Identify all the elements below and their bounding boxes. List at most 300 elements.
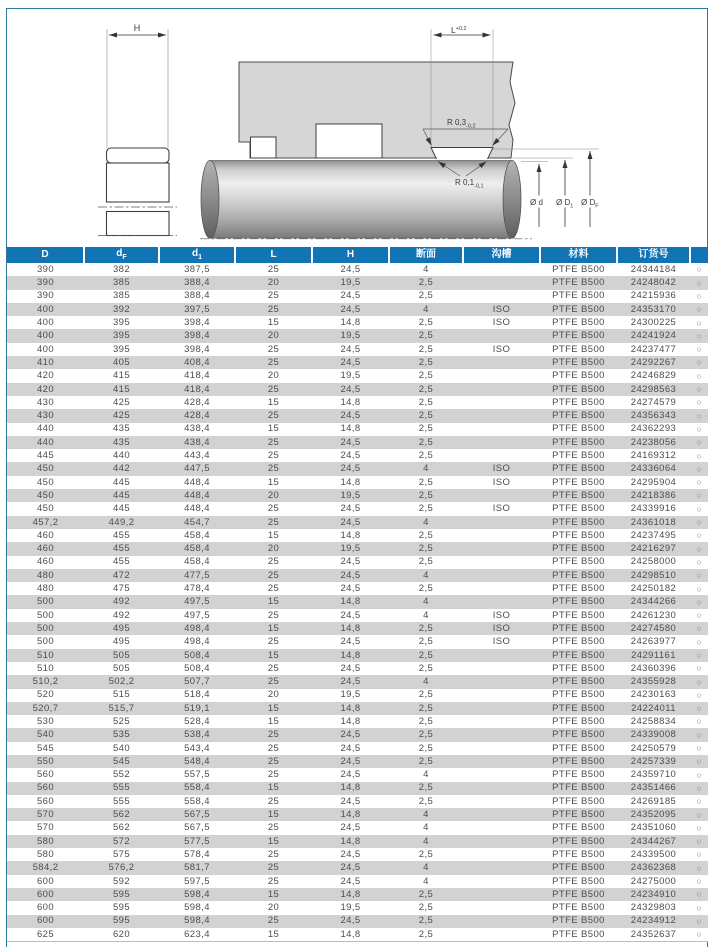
table-cell: PTFE B500: [552, 277, 605, 289]
table-cell: 472: [112, 569, 131, 581]
table-cell: 442: [112, 463, 131, 475]
table-row: [7, 848, 708, 861]
table-row: [7, 649, 708, 662]
table-cell: PTFE B500: [552, 303, 605, 315]
availability-indicator: ○: [696, 809, 702, 820]
table-cell: 24362368: [630, 862, 677, 874]
table-row: [7, 901, 708, 914]
table-cell: 597,5: [184, 875, 210, 887]
table-cell: [463, 835, 540, 848]
table-cell: 2,5: [418, 583, 434, 595]
table-cell: 24,5: [340, 383, 361, 395]
table-cell: 390: [36, 290, 55, 302]
table-cell: 25: [267, 755, 280, 767]
table-cell: 25: [267, 875, 280, 887]
table-row: [7, 303, 708, 316]
table-cell: 578,4: [184, 848, 210, 860]
table-cell: 15: [267, 835, 280, 847]
table-cell: [463, 728, 540, 741]
table-cell: 24,5: [340, 303, 361, 315]
table-cell: 24237495: [630, 529, 677, 541]
table-cell: 495: [112, 622, 131, 634]
table-cell: 508,4: [184, 649, 210, 661]
table-cell: 455: [112, 529, 131, 541]
table-cell: 2,5: [418, 476, 434, 488]
table-row: [7, 782, 708, 795]
table-cell: 24300225: [630, 317, 677, 329]
table-cell: 560: [36, 769, 55, 781]
table-cell: 562: [112, 809, 131, 821]
table-cell: 24230163: [630, 689, 677, 701]
table-cell: 580: [36, 835, 55, 847]
table-cell: 545: [112, 755, 131, 767]
table-row: [7, 875, 708, 888]
table-cell: 15: [267, 396, 280, 408]
column-header: D: [7, 247, 84, 263]
table-cell: 4: [423, 862, 429, 874]
availability-indicator: ○: [696, 650, 702, 660]
table-cell: 14,8: [340, 715, 361, 727]
table-cell: 24351060: [630, 822, 677, 834]
table-row: [7, 635, 708, 648]
table-cell: 24,5: [340, 636, 361, 648]
table-cell: 2,5: [418, 503, 434, 515]
availability-indicator: ○: [696, 490, 702, 501]
dia-d-label: Ø d: [530, 198, 543, 207]
table-cell: PTFE B500: [552, 436, 605, 448]
table-cell: 500: [36, 622, 55, 634]
table-row: [7, 290, 708, 303]
table-cell: 2,5: [418, 742, 434, 754]
table-cell: 497,5: [184, 609, 210, 621]
table-cell: 24339500: [630, 848, 677, 860]
table-cell: 600: [36, 915, 55, 927]
table-cell: 15: [267, 529, 280, 541]
column-header: $d_1$: [159, 247, 235, 263]
table-cell: 25: [267, 609, 280, 621]
table-cell: [463, 689, 540, 702]
table-cell: 20: [267, 330, 280, 342]
table-cell: 538,4: [184, 729, 210, 741]
table-cell: [463, 529, 540, 542]
table-cell: [463, 276, 540, 289]
table-cell: 492: [112, 596, 131, 608]
table-cell: [463, 888, 540, 901]
availability-indicator: ○: [696, 277, 702, 288]
table-cell: 25: [267, 383, 280, 395]
table-cell: 395: [112, 343, 131, 355]
table-cell: 440: [112, 450, 131, 462]
table-cell: 500: [36, 609, 55, 621]
availability-indicator: ○: [696, 929, 702, 940]
table-row: [7, 582, 708, 595]
table-cell: 557,5: [184, 769, 210, 781]
table-cell: 24258834: [630, 715, 677, 727]
table-cell: 4: [423, 676, 429, 688]
table-cell: 560: [36, 795, 55, 807]
table-row: [7, 316, 708, 329]
table-cell: 14,8: [340, 622, 361, 634]
table-cell: 520: [36, 689, 55, 701]
table-cell: 548,4: [184, 755, 210, 767]
table-cell: 515: [112, 689, 131, 701]
table-cell: 4: [423, 263, 429, 275]
table-cell: 19,5: [340, 902, 361, 914]
table-cell: 2,5: [418, 848, 434, 860]
table-cell: 24,5: [340, 556, 361, 568]
table-cell: 25: [267, 769, 280, 781]
technical-drawing: [0, 0, 715, 247]
size-table-container: [7, 247, 708, 942]
availability-indicator: ○: [696, 330, 702, 341]
table-cell: 388,4: [184, 277, 210, 289]
table-cell: 25: [267, 450, 280, 462]
table-cell: PTFE B500: [552, 809, 605, 821]
table-cell: 24269185: [630, 795, 677, 807]
table-cell: 24234910: [630, 888, 677, 900]
table-cell: 480: [36, 569, 55, 581]
table-cell: 24359710: [630, 769, 677, 781]
table-row: [7, 755, 708, 768]
table-cell: 385: [112, 277, 131, 289]
table-cell: 2,5: [418, 782, 434, 794]
table-cell: 4: [423, 769, 429, 781]
table-cell: 449,2: [108, 516, 135, 528]
table-cell: 24,5: [340, 263, 361, 275]
table-row: [7, 369, 708, 382]
table-cell: 2,5: [418, 290, 434, 302]
table-cell: [463, 263, 540, 276]
availability-indicator: ○: [696, 623, 702, 634]
table-cell: PTFE B500: [552, 729, 605, 741]
table-cell: PTFE B500: [552, 596, 605, 608]
table-cell: 458,4: [184, 529, 210, 541]
table-cell: 430: [36, 410, 55, 422]
table-cell: 15: [267, 702, 280, 714]
table-cell: 460: [36, 543, 55, 555]
table-cell: 455: [112, 556, 131, 568]
availability-indicator: ○: [696, 304, 702, 315]
availability-indicator: ○: [696, 610, 702, 621]
table-cell: 14,8: [340, 835, 361, 847]
table-cell: PTFE B500: [552, 543, 605, 555]
table-cell: 498,4: [184, 636, 210, 648]
column-header: 订货号: [617, 247, 690, 263]
table-cell: 24250182: [630, 583, 677, 595]
table-cell: PTFE B500: [552, 636, 605, 648]
table-row: [7, 409, 708, 422]
table-cell: 15: [267, 928, 280, 940]
table-cell: 398,4: [184, 317, 210, 329]
table-cell: 25: [267, 356, 280, 368]
availability-indicator: ○: [696, 437, 702, 448]
table-row: [7, 489, 708, 502]
table-cell: PTFE B500: [552, 396, 605, 408]
table-cell: PTFE B500: [552, 583, 605, 595]
table-cell: PTFE B500: [552, 463, 605, 475]
table-header-row: [7, 247, 708, 263]
table-cell: 24237477: [630, 343, 677, 355]
table-cell: 14,8: [340, 702, 361, 714]
table-cell: [463, 449, 540, 462]
table-cell: 555: [112, 795, 131, 807]
table-cell: 19,5: [340, 543, 361, 555]
table-cell: PTFE B500: [552, 317, 605, 329]
table-cell: 438,4: [184, 436, 210, 448]
availability-indicator: ○: [696, 862, 702, 873]
table-cell: 2,5: [418, 330, 434, 342]
table-cell: PTFE B500: [552, 622, 605, 634]
table-cell: 400: [36, 303, 55, 315]
table-row: [7, 462, 708, 475]
table-cell: 14,8: [340, 809, 361, 821]
table-cell: 19,5: [340, 489, 361, 501]
table-cell: 25: [267, 822, 280, 834]
table-cell: PTFE B500: [552, 689, 605, 701]
table-cell: 4: [423, 463, 429, 475]
table-cell: 408,4: [184, 356, 210, 368]
table-cell: [463, 702, 540, 715]
table-cell: 550: [36, 755, 55, 767]
table-cell: 450: [36, 463, 55, 475]
table-cell: 24,5: [340, 609, 361, 621]
table-cell: 24,5: [340, 769, 361, 781]
table-cell: 14,8: [340, 396, 361, 408]
table-cell: 24351466: [630, 782, 677, 794]
table-cell: 572: [112, 835, 131, 847]
table-cell: PTFE B500: [552, 569, 605, 581]
table-cell: 510,2: [32, 676, 59, 688]
table-cell: 440: [36, 423, 55, 435]
table-cell: 415: [112, 370, 131, 382]
table-cell: 584,2: [32, 862, 59, 874]
table-cell: 24234912: [630, 915, 677, 927]
table-cell: 2,5: [418, 396, 434, 408]
table-cell: [463, 675, 540, 688]
table-cell: 598,4: [184, 888, 210, 900]
table-row: [7, 808, 708, 821]
table-cell: 25: [267, 436, 280, 448]
table-cell: 24292267: [630, 356, 677, 368]
table-cell: 24336064: [630, 463, 677, 475]
table-cell: 450: [36, 489, 55, 501]
table-row: [7, 329, 708, 342]
table-cell: 24,5: [340, 290, 361, 302]
availability-indicator: ○: [696, 902, 702, 913]
table-cell: 2,5: [418, 636, 434, 648]
table-row: [7, 861, 708, 874]
table-cell: 428,4: [184, 396, 210, 408]
availability-indicator: ○: [696, 676, 702, 687]
installation-view: [200, 25, 604, 239]
table-row: [7, 689, 708, 702]
availability-indicator: ○: [696, 543, 702, 554]
table-cell: 14,8: [340, 529, 361, 541]
table-cell: PTFE B500: [552, 450, 605, 462]
table-row: [7, 343, 708, 356]
table-cell: 24298510: [630, 569, 677, 581]
table-cell: [463, 715, 540, 728]
table-cell: 600: [36, 875, 55, 887]
table-row: [7, 542, 708, 555]
table-row: [7, 516, 708, 529]
availability-indicator: ○: [696, 796, 702, 807]
availability-indicator: ○: [696, 397, 702, 408]
table-cell: 525: [112, 715, 131, 727]
table-cell: 15: [267, 317, 280, 329]
table-cell: 24344266: [630, 596, 677, 608]
r-top-annotation: R $0,3_{-0,2}$: [447, 118, 476, 130]
table-cell: [463, 928, 540, 942]
table-cell: 24353170: [630, 303, 677, 315]
table-cell: PTFE B500: [552, 330, 605, 342]
table-cell: 595: [112, 915, 131, 927]
availability-indicator: ○: [696, 743, 702, 754]
table-cell: [463, 383, 540, 396]
table-cell: 24,5: [340, 862, 361, 874]
availability-indicator: ○: [696, 636, 702, 647]
table-row: [7, 888, 708, 901]
table-cell: [463, 742, 540, 755]
table-cell: [463, 821, 540, 834]
table-cell: 418,4: [184, 383, 210, 395]
seal-profile-view: [98, 23, 177, 236]
table-row: [7, 383, 708, 396]
table-cell: 435: [112, 436, 131, 448]
table-cell: 25: [267, 303, 280, 315]
availability-indicator: ○: [696, 370, 702, 381]
table-cell: PTFE B500: [552, 343, 605, 355]
table-cell: [463, 795, 540, 808]
scraper-groove: [431, 148, 493, 160]
table-cell: PTFE B500: [552, 702, 605, 714]
table-row: [7, 556, 708, 569]
table-cell: [463, 556, 540, 569]
table-cell: 24355928: [630, 676, 677, 688]
table-cell: 2,5: [418, 423, 434, 435]
table-cell: 2,5: [418, 343, 434, 355]
table-cell: 558,4: [184, 795, 210, 807]
table-cell: 20: [267, 543, 280, 555]
table-cell: 24291161: [631, 649, 676, 661]
table-cell: 14,8: [340, 782, 361, 794]
availability-indicator: ○: [696, 849, 702, 860]
table-cell: 428,4: [184, 410, 210, 422]
table-cell: 395: [112, 330, 131, 342]
availability-indicator: ○: [696, 663, 702, 674]
table-cell: 2,5: [418, 795, 434, 807]
table-cell: [463, 436, 540, 449]
table-cell: 510: [36, 649, 55, 661]
table-row: [7, 609, 708, 622]
table-cell: 575: [112, 848, 131, 860]
table-cell: 2,5: [418, 755, 434, 767]
table-cell: PTFE B500: [552, 875, 605, 887]
table-cell: 400: [36, 317, 55, 329]
table-cell: PTFE B500: [552, 556, 605, 568]
table-cell: 2,5: [418, 915, 434, 927]
table-cell: 24215936: [630, 290, 677, 302]
table-cell: 24,5: [340, 343, 361, 355]
table-cell: 570: [36, 822, 55, 834]
table-cell: 2,5: [418, 556, 434, 568]
table-cell: 20: [267, 689, 280, 701]
table-cell: PTFE B500: [552, 662, 605, 674]
table-cell: 25: [267, 290, 280, 302]
table-row: [7, 821, 708, 834]
table-cell: 2,5: [418, 622, 434, 634]
table-cell: PTFE B500: [552, 902, 605, 914]
table-cell: 2,5: [418, 902, 434, 914]
table-cell: 24,5: [340, 742, 361, 754]
table-row: [7, 702, 708, 715]
table-cell: PTFE B500: [552, 835, 605, 847]
table-cell: 14,8: [340, 928, 361, 940]
table-cell: 620: [112, 928, 131, 940]
table-cell: 400: [36, 330, 55, 342]
table-cell: 4: [423, 835, 429, 847]
table-cell: 518,4: [184, 689, 210, 701]
table-cell: PTFE B500: [552, 676, 605, 688]
table-cell: 2,5: [418, 450, 434, 462]
table-cell: 2,5: [418, 317, 434, 329]
table-cell: 24248042: [630, 277, 677, 289]
table-cell: 24263977: [630, 636, 677, 648]
table-cell: 24,5: [340, 729, 361, 741]
table-cell: 495: [112, 636, 131, 648]
table-cell: 15: [267, 809, 280, 821]
table-cell: 438,4: [184, 423, 210, 435]
size-table: [7, 247, 708, 942]
table-cell: PTFE B500: [552, 715, 605, 727]
table-cell: 25: [267, 463, 280, 475]
table-cell: [463, 662, 540, 675]
table-cell: 15: [267, 622, 280, 634]
table-cell: 454,7: [184, 516, 210, 528]
r-bottom-annotation: R $0,1_{-0,1}$: [455, 178, 484, 190]
table-cell: 510: [36, 662, 55, 674]
table-cell: 24,5: [340, 662, 361, 674]
table-cell: [463, 423, 540, 436]
availability-indicator: ○: [696, 264, 702, 275]
table-cell: 4: [423, 822, 429, 834]
table-cell: 2,5: [418, 888, 434, 900]
table-cell: 24246829: [630, 370, 677, 382]
table-cell: 4: [423, 303, 429, 315]
table-cell: 24,5: [340, 915, 361, 927]
table-cell: 570: [36, 809, 55, 821]
table-cell: 445: [36, 450, 55, 462]
table-cell: 540: [112, 742, 131, 754]
table-cell: 445: [112, 503, 131, 515]
table-cell: 420: [36, 370, 55, 382]
table-cell: PTFE B500: [552, 649, 605, 661]
availability-indicator: ○: [696, 729, 702, 740]
table-cell: PTFE B500: [552, 915, 605, 927]
availability-indicator: ○: [696, 450, 702, 461]
table-cell: PTFE B500: [552, 888, 605, 900]
table-cell: 24,5: [340, 755, 361, 767]
table-cell: [463, 369, 540, 382]
table-cell: 24298563: [630, 383, 677, 395]
table-cell: 24,5: [340, 450, 361, 462]
table-cell: [463, 649, 540, 662]
table-cell: [463, 542, 540, 555]
table-row: [7, 675, 708, 688]
table-cell: 24,5: [340, 676, 361, 688]
availability-indicator: ○: [696, 317, 702, 328]
table-cell: 14,8: [340, 476, 361, 488]
